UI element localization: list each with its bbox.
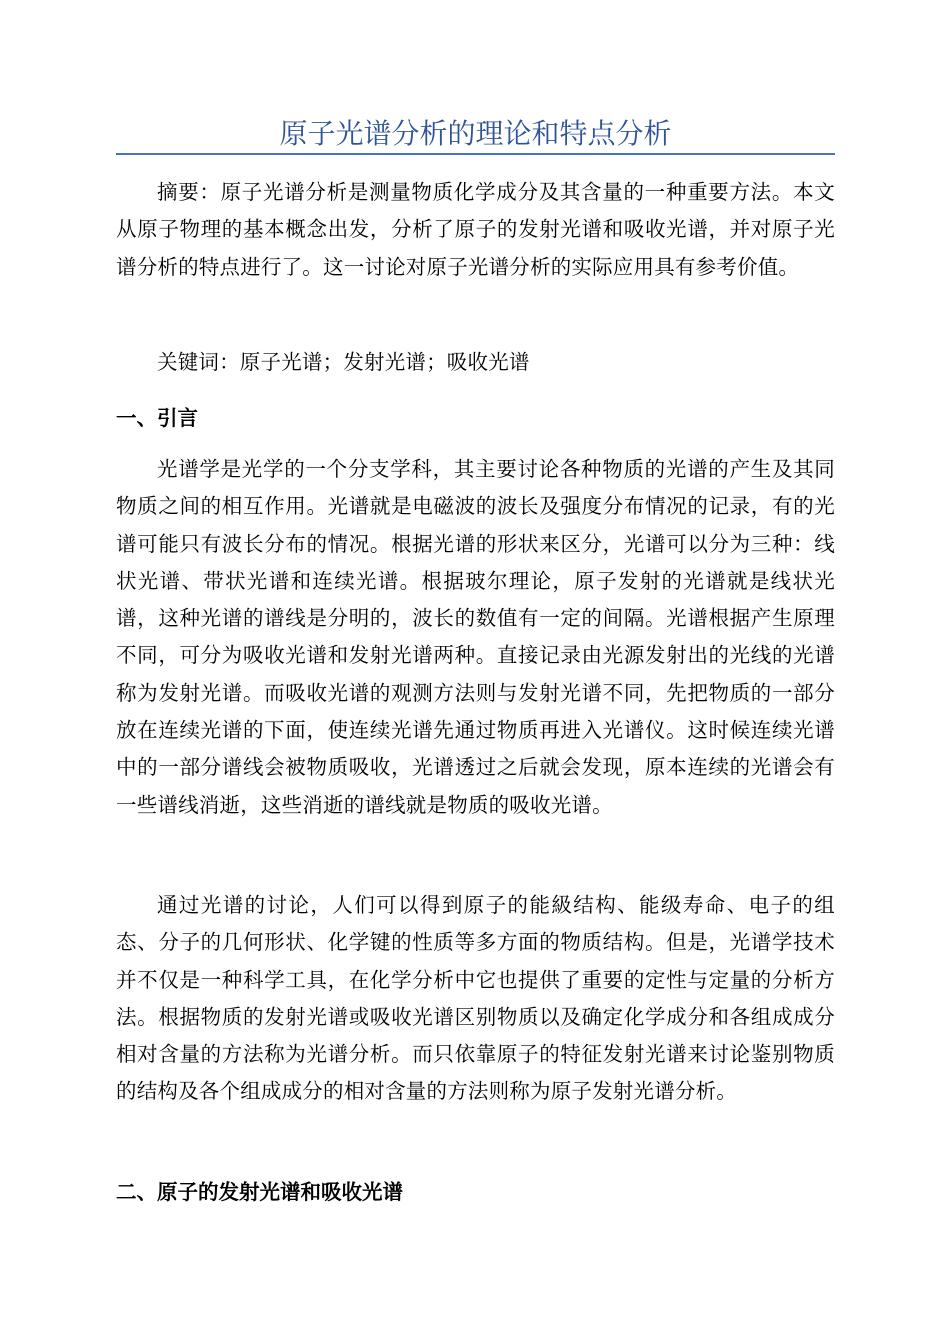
section-heading-introduction: 一、引言 (116, 406, 198, 430)
section-heading-emission-absorption: 二、原子的发射光谱和吸收光谱 (116, 1180, 403, 1204)
title-underline (116, 153, 835, 155)
introduction-paragraph-2: 通过光谱的讨论，人们可以得到原子的能級结构、能级寿命、电子的组态、分子的几何形状、化学键的性质等多方面的物质结构。但是，光谱学技术并不仅是一种科学工具，在化学分析中它也提供了重要的定性与定量的分析方法。根据物质的发射光谱或吸收光谱区别物质以及确定化学成分和各组成成分相对含量的方法称为光谱分析。而只依靠原子的特征发射光谱来讨论鉴别物质的结构及各个组成成分的相对含量的方法则称为原子发射光谱分析。 (116, 893, 835, 1104)
abstract-paragraph: 摘要：原子光谱分析是测量物质化学成分及其含量的一种重要方法。本文从原子物理的基本概念出发，分析了原子的发射光谱和吸收光谱，并对原子光谱分析的特点进行了。这一讨论对原子光谱分析的实际应用具有参考价值。 (116, 180, 835, 279)
keywords-paragraph: 关键词：原子光谱；发射光谱；吸收光谱 (157, 350, 530, 374)
document-title: 原子光谱分析的理论和特点分析 (279, 117, 672, 150)
introduction-paragraph-1: 光谱学是光学的一个分支学科，其主要讨论各种物质的光谱的产生及其同物质之间的相互作用。光谱就是电磁波的波长及强度分布情况的记录，有的光谱可能只有波长分布的情况。根据光谱的形状来区分，光谱可以分为三种：线状光谱、带状光谱和连续光谱。根据玻尔理论，原子发射的光谱就是线状光谱，这种光谱的谱线是分明的，波长的数值有一定的间隔。光谱根据产生原理不同，可分为吸收光谱和发射光谱两种。直接记录由光源发射出的光线的光谱称为发射光谱。而吸收光谱的观测方法则与发射光谱不同，先把物质的一部分放在连续光谱的下面，使连续光谱先通过物质再进入光谱仪。这时候连续光谱中的一部分谱线会被物质吸收，光谱透过之后就会发现，原本连续的光谱会有一些谱线消逝，这些消逝的谱线就是物质的吸收光谱。 (116, 457, 835, 817)
